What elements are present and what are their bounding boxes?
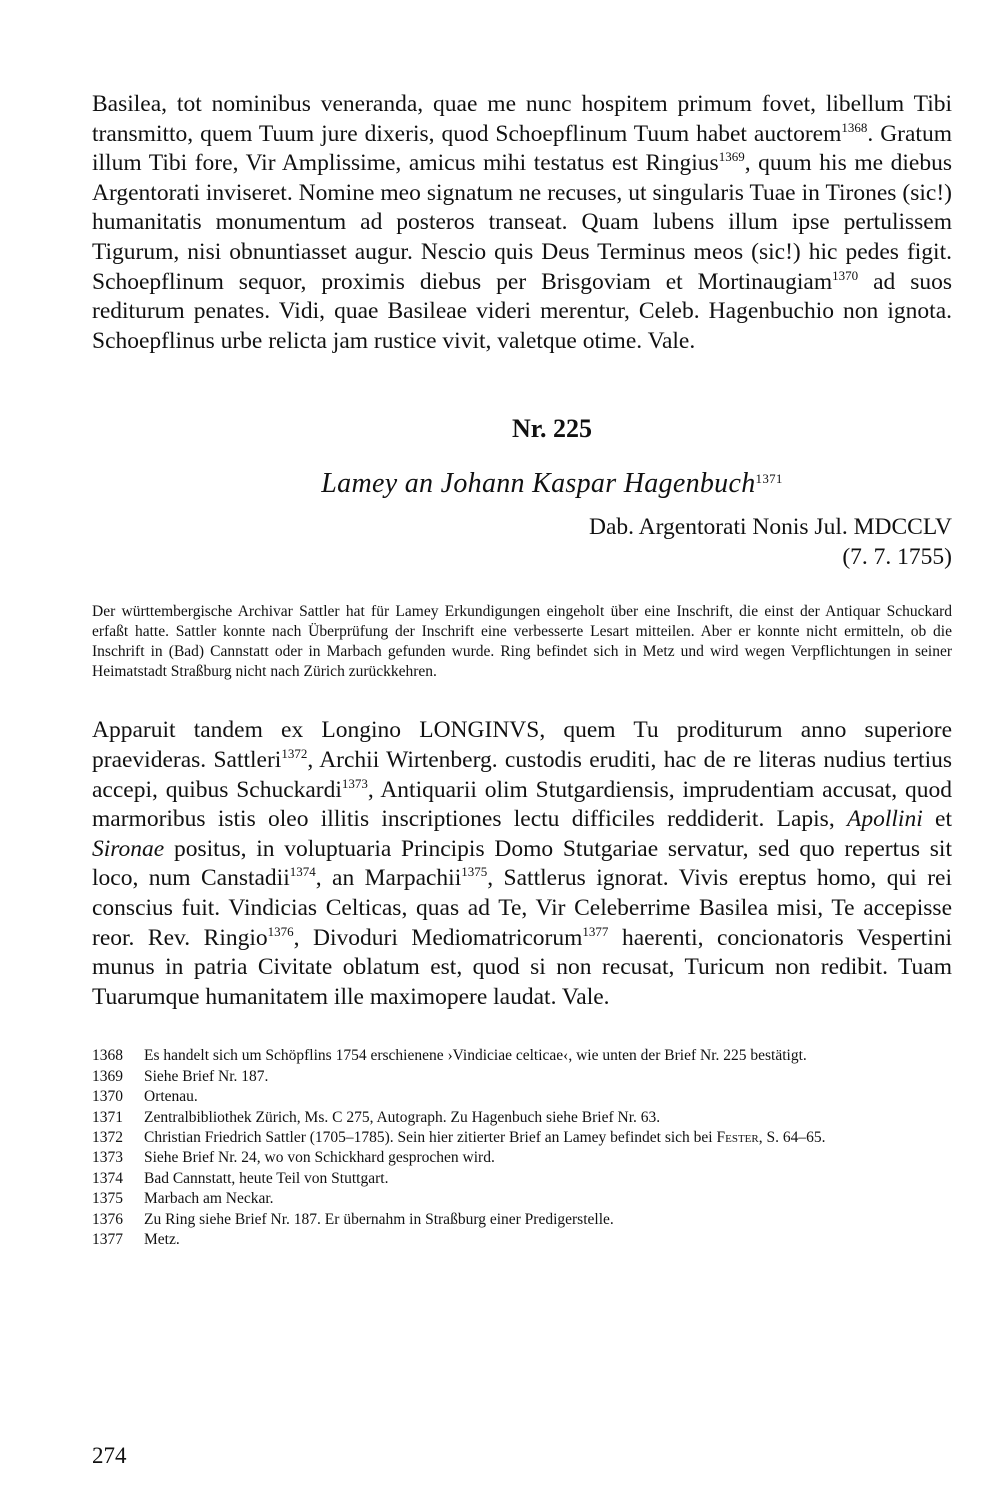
footnote-number: 1373: [92, 1149, 123, 1167]
footnote-ref[interactable]: 1371: [755, 471, 783, 487]
text-run: ad suos rediturum penates. Vidi, quae Basileae videri merentur, Celeb. Hagenbuchio non ignota. Schoepflinus urbe relicta jam rustice vivit, valetque otime. Vale.: [92, 268, 952, 354]
text-run: , Divoduri Mediomatricorum: [293, 924, 583, 951]
footnote-number: 1372: [92, 1128, 123, 1146]
footnote-ref[interactable]: 1375: [461, 864, 488, 880]
footnote-text: Zu Ring siehe Brief Nr. 187. Er übernahm in Straßburg einer Predigerstelle.: [144, 1210, 614, 1228]
letter-heading: [92, 414, 952, 572]
footnotes: [92, 1046, 952, 1250]
text-run: haerenti, concionatoris Vespertini munus in patria Civitate oblatum est, quod si non recusat, Turicum non redibit. Tuam Tuarumque humanitatem ille maximopere laudat. Vale.: [92, 924, 952, 1010]
footnote: [92, 1210, 952, 1230]
footnote-text-run: Christian Friedrich Sattler (1705–1785). Sein hier zitierter Brief an Lamey befindet sich bei: [144, 1128, 717, 1146]
footnote-text: Zentralbibliothek Zürich, Ms. C 275, Autograph. Zu Hagenbuch siehe Brief Nr. 63.: [144, 1108, 661, 1126]
text-run: , an Marpachii: [315, 865, 462, 892]
footnote-text: Marbach am Neckar.: [144, 1190, 274, 1208]
footnote: [92, 1087, 952, 1107]
footnote-text: Siehe Brief Nr. 24, wo von Schickhard gesprochen wird.: [144, 1149, 495, 1167]
footnote: [92, 1189, 952, 1209]
footnote-ref[interactable]: 1372: [281, 745, 308, 761]
footnote-number: 1377: [92, 1230, 123, 1248]
page-number: 274: [92, 1443, 127, 1468]
footnote: [92, 1128, 952, 1148]
italic-term: Apollini: [847, 806, 923, 833]
footnote-number: 1368: [92, 1047, 123, 1065]
dateline-modern: (7. 7. 1755): [842, 544, 952, 571]
footnote-text-run: , S. 64–65.: [758, 1128, 826, 1146]
previous-letter-ending: [92, 90, 952, 356]
text-run: et: [922, 806, 952, 833]
footnote-text: Bad Cannstatt, heute Teil von Stuttgart.: [144, 1169, 389, 1187]
footnote-number: 1375: [92, 1190, 123, 1208]
text-run: Apparuit tandem ex Longino LONGINVS, quem Tu proditurum anno superiore praevideras. Sattleri: [92, 717, 952, 773]
footnote-number: 1376: [92, 1210, 123, 1228]
text-run: . Gratum illum Tibi fore, Vir Amplissime, amicus mihi testatus est Ringius: [92, 120, 952, 177]
footnote-text: Metz.: [144, 1230, 180, 1248]
letter-title: [92, 468, 952, 500]
text-run: , Archii Wirtenberg. custodis eruditi, hac de re literas nudius tertius accepi, quibus Schuckardi: [92, 746, 953, 803]
footnote: [92, 1169, 952, 1189]
letter-number: Nr. 225: [512, 414, 592, 444]
footnote-text: Es handelt sich um Schöpflins 1754 erschienene ›Vindiciae celticae‹, wie unten der Brief Nr. 225 bestätigt.: [144, 1047, 807, 1065]
footnote-number: 1370: [92, 1088, 123, 1106]
page-content: [92, 90, 952, 1250]
footnote-number: 1369: [92, 1067, 123, 1085]
footnote: [92, 1148, 952, 1168]
text-run: positus, in voluptuaria Principis Domo Stutgariae servatur, sed quo repertus sit loco, num Canstadii: [92, 835, 952, 892]
footnote-text: [144, 1128, 952, 1148]
footnote: [92, 1067, 952, 1087]
footnote: [92, 1108, 952, 1128]
dateline-latin: Dab. Argentorati Nonis Jul. MDCCLV: [589, 514, 952, 541]
letter-body: [92, 716, 952, 1012]
footnote-ref[interactable]: 1374: [289, 864, 316, 880]
footnote-ref[interactable]: 1368: [841, 119, 868, 135]
footnote-ref[interactable]: 1376: [267, 923, 294, 939]
footnote-number: 1374: [92, 1169, 123, 1187]
footnote-text: Ortenau.: [144, 1088, 198, 1106]
footnote-ref[interactable]: 1377: [582, 923, 609, 939]
text-run: Basilea, tot nominibus veneranda, quae me nunc hospitem primum fovet, libellum Tibi transmitto, quem Tuum jure dixeris, quod Schoepflinum Tuum habet auctorem: [92, 91, 952, 147]
text-run: , quum his me diebus Argentorati inviseret. Nomine meo signatum ne recuses, ut singularis Tuae in Tirones (sic!) humanitatis monumentum ad posteros transeat. Quam lubens illum ipse pertulissem Tigurum, nisi obnuntiasset augur. Nescio quis Deus Terminus meos (sic!) hic pedes figit. Schoepflinum sequor, proximis diebus per Brisgoviam et Mortinaugiam: [92, 150, 952, 295]
footnote-text: Siehe Brief Nr. 187.: [144, 1067, 269, 1085]
italic-term: Sironae: [92, 835, 165, 862]
footnote-ref[interactable]: 1369: [718, 149, 745, 165]
footnote-ref[interactable]: 1373: [341, 775, 368, 791]
text-run: , Sattlerus ignorat. Vivis ereptus homo, qui rei conscius fuit. Vindicias Celticas, quas ad Te, Vir Celeberrime Basilea misi, Te accepisse reor. Rev. Ringio: [92, 865, 952, 951]
footnote-number: 1371: [92, 1108, 123, 1126]
text-run: , Antiquarii olim Stutgardiensis, imprudentiam accusat, quod marmoribus istis oleo illitis inscriptiones lectu difficiles reddiderit. Lapis,: [92, 776, 953, 833]
author-name: Fester: [716, 1128, 759, 1146]
footnote: [92, 1230, 952, 1250]
footnote: [92, 1046, 952, 1066]
letter-title-text: Lamey an Johann Kaspar Hagenbuch: [321, 468, 756, 500]
footnote-ref[interactable]: 1370: [832, 267, 859, 283]
editorial-summary: Der württembergische Archivar Sattler hat für Lamey Erkundigungen eingeholt über eine Inschrift, die einst der Antiquar Schuckard erfaßt hatte. Sattler konnte nach Überprüfung der Inschrift eine verbesserte Lesart mitteilen. Aber er konnte nicht ermitteln, ob die Inschrift in (Bad) Cannstatt oder in Marbach gefunden wurde. Ring befindet sich in Metz und wird wegen Verpflichtungen in seiner Heimatstadt Straßburg nicht nach Zürich zurückkehren.: [92, 603, 952, 681]
dateline: [92, 512, 952, 572]
